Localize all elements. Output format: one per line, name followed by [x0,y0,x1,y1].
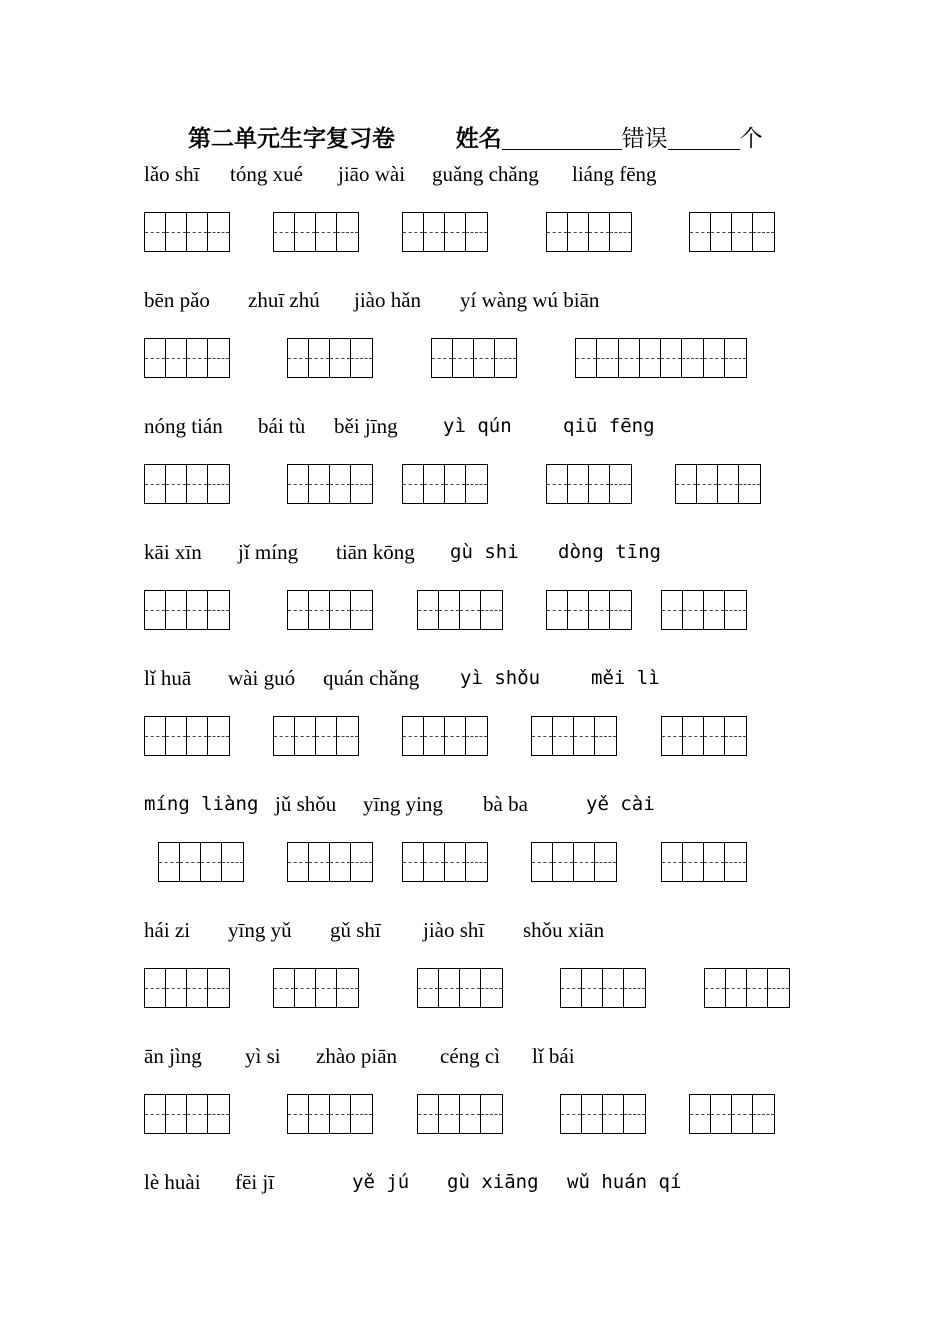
pinyin-word: yīng ying [363,792,443,816]
writing-cell[interactable] [145,591,166,629]
pinyin-word: yí wàng wú biān [460,288,600,312]
writing-cell[interactable] [574,717,595,755]
writing-cell[interactable] [187,465,208,503]
writing-cell[interactable] [453,339,474,377]
writing-cell[interactable] [547,465,568,503]
writing-cell[interactable] [208,591,229,629]
writing-cell[interactable] [574,843,595,881]
writing-cell[interactable] [288,843,309,881]
pinyin-word: jiào hǎn [354,288,422,312]
writing-box[interactable] [560,1094,646,1134]
writing-cell[interactable] [418,1095,439,1133]
writing-box-row [0,716,950,758]
writing-cell[interactable] [460,591,481,629]
writing-box[interactable] [158,842,244,882]
writing-cell[interactable] [619,339,640,377]
writing-cell[interactable] [697,465,718,503]
writing-cell[interactable] [330,1095,351,1133]
pinyin-word: tóng xué [230,162,303,186]
pinyin-word: nóng tián [144,414,223,438]
pinyin-row [0,286,950,318]
writing-box[interactable] [144,716,230,756]
writing-box[interactable] [273,212,359,252]
writing-cell[interactable] [288,339,309,377]
writing-cell[interactable] [418,591,439,629]
writing-cell[interactable] [711,213,732,251]
writing-box[interactable] [144,464,230,504]
writing-box-row [0,464,950,506]
writing-box[interactable] [144,968,230,1008]
writing-cell[interactable] [208,213,229,251]
pinyin-word: qiū fēng [563,415,655,437]
writing-cell[interactable] [208,1095,229,1133]
writing-box[interactable] [575,338,747,378]
pinyin-row [0,538,950,570]
writing-cell[interactable] [166,1095,187,1133]
writing-cell[interactable] [466,213,487,251]
writing-box[interactable] [287,842,373,882]
writing-cell[interactable] [330,339,351,377]
writing-box-row [0,842,950,884]
pinyin-word: míng liàng [144,793,259,815]
pinyin-word: quán chǎng [323,666,420,690]
pinyin-row [0,916,950,948]
writing-cell[interactable] [166,591,187,629]
writing-cell[interactable] [732,1095,753,1133]
writing-cell[interactable] [711,1095,732,1133]
pinyin-word: dòng tīng [558,541,661,563]
worksheet-title: 第二单元生字复习卷 [188,126,395,152]
writing-box[interactable] [144,338,230,378]
writing-box[interactable] [402,212,488,252]
writing-cell[interactable] [309,339,330,377]
writing-cell[interactable] [460,1095,481,1133]
pinyin-word: gù xiāng [447,1171,539,1193]
writing-cell[interactable] [145,465,166,503]
writing-cell[interactable] [187,717,208,755]
pinyin-row [0,412,950,444]
writing-cell[interactable] [201,843,222,881]
writing-cell[interactable] [403,843,424,881]
writing-box[interactable] [661,842,747,882]
worksheet-header [188,120,763,153]
pinyin-word: tiān kōng [336,540,415,564]
writing-box[interactable] [144,1094,230,1134]
writing-cell[interactable] [145,213,166,251]
writing-cell[interactable] [466,843,487,881]
writing-cell[interactable] [403,717,424,755]
pinyin-word: zhuī zhú [248,288,320,312]
writing-cell[interactable] [603,1095,624,1133]
writing-cell[interactable] [288,1095,309,1133]
writing-cell[interactable] [683,843,704,881]
writing-box[interactable] [402,716,488,756]
writing-cell[interactable] [309,465,330,503]
pinyin-word: yě jú [352,1171,410,1193]
writing-cell[interactable] [532,843,553,881]
writing-cell[interactable] [532,717,553,755]
writing-cell[interactable] [424,843,445,881]
pinyin-word: ān jìng [144,1044,202,1068]
pinyin-word: yì si [245,1044,281,1068]
writing-cell[interactable] [725,591,746,629]
pinyin-word: lǐ bái [532,1044,575,1068]
writing-cell[interactable] [403,465,424,503]
writing-cell[interactable] [208,717,229,755]
writing-cell[interactable] [330,591,351,629]
writing-cell[interactable] [274,969,295,1007]
writing-box-row [0,338,950,380]
writing-box[interactable] [546,590,632,630]
writing-cell[interactable] [295,213,316,251]
writing-box[interactable] [675,464,761,504]
writing-box[interactable] [417,1094,503,1134]
pinyin-word: yīng yǔ [228,918,292,942]
writing-cell[interactable] [582,969,603,1007]
writing-cell[interactable] [145,717,166,755]
writing-cell[interactable] [561,969,582,1007]
writing-box[interactable] [546,464,632,504]
writing-cell[interactable] [568,213,589,251]
writing-cell[interactable] [603,969,624,1007]
writing-cell[interactable] [589,465,610,503]
writing-cell[interactable] [753,213,774,251]
writing-cell[interactable] [704,339,725,377]
writing-cell[interactable] [208,465,229,503]
pinyin-word: měi lì [591,667,660,689]
writing-cell[interactable] [683,591,704,629]
writing-cell[interactable] [316,717,337,755]
writing-box-row [0,1094,950,1136]
writing-cell[interactable] [187,969,208,1007]
writing-cell[interactable] [316,969,337,1007]
writing-box[interactable] [560,968,646,1008]
writing-cell[interactable] [439,1095,460,1133]
writing-cell[interactable] [725,339,746,377]
writing-cell[interactable] [460,969,481,1007]
writing-cell[interactable] [682,339,703,377]
pinyin-word: jiāo wài [338,162,406,186]
writing-box[interactable] [689,1094,775,1134]
writing-box[interactable] [531,716,617,756]
writing-cell[interactable] [330,843,351,881]
writing-cell[interactable] [187,591,208,629]
writing-cell[interactable] [330,465,351,503]
writing-cell[interactable] [159,843,180,881]
writing-box[interactable] [531,842,617,882]
pinyin-word: jǐ míng [238,540,299,564]
pinyin-word: yì shǒu [460,667,541,689]
writing-cell[interactable] [145,1095,166,1133]
pinyin-row [0,1042,950,1074]
writing-cell[interactable] [640,339,661,377]
writing-cell[interactable] [704,591,725,629]
writing-cell[interactable] [768,969,789,1007]
writing-cell[interactable] [166,969,187,1007]
pinyin-row [0,160,950,192]
writing-cell[interactable] [610,591,631,629]
writing-cell[interactable] [624,969,645,1007]
writing-cell[interactable] [597,339,618,377]
writing-cell[interactable] [432,339,453,377]
writing-cell[interactable] [718,465,739,503]
errors-label: 错误 [621,126,668,152]
writing-cell[interactable] [725,843,746,881]
writing-cell[interactable] [547,213,568,251]
writing-cell[interactable] [582,1095,603,1133]
writing-box[interactable] [546,212,632,252]
errors-blank[interactable] [668,125,740,150]
writing-box-row [0,212,950,254]
writing-cell[interactable] [288,465,309,503]
writing-cell[interactable] [222,843,243,881]
writing-cell[interactable] [466,465,487,503]
writing-cell[interactable] [726,969,747,1007]
pinyin-word: gù shi [450,541,519,563]
writing-cell[interactable] [274,717,295,755]
writing-cell[interactable] [145,339,166,377]
pinyin-row [0,790,950,822]
pinyin-word: yì qún [443,415,512,437]
writing-cell[interactable] [662,591,683,629]
writing-cell[interactable] [466,717,487,755]
writing-cell[interactable] [589,213,610,251]
pinyin-word: běi jīng [334,414,398,438]
writing-cell[interactable] [547,591,568,629]
pinyin-word: shǒu xiān [523,918,605,942]
writing-cell[interactable] [309,1095,330,1133]
writing-cell[interactable] [610,465,631,503]
writing-cell[interactable] [690,1095,711,1133]
writing-cell[interactable] [495,339,516,377]
writing-cell[interactable] [166,717,187,755]
writing-cell[interactable] [445,465,466,503]
writing-cell[interactable] [610,213,631,251]
pinyin-word: yě cài [586,793,655,815]
writing-cell[interactable] [187,1095,208,1133]
writing-box[interactable] [417,968,503,1008]
name-blank[interactable] [502,125,622,150]
writing-cell[interactable] [690,213,711,251]
pinyin-word: kāi xīn [144,540,202,564]
writing-cell[interactable] [662,843,683,881]
writing-cell[interactable] [351,843,372,881]
pinyin-word: hái zi [144,918,191,942]
writing-cell[interactable] [145,969,166,1007]
writing-box[interactable] [661,590,747,630]
pinyin-word: zhào piān [316,1044,398,1068]
writing-cell[interactable] [337,213,358,251]
pinyin-word: lè huài [144,1170,201,1194]
pinyin-word: bái tù [258,414,306,438]
writing-box[interactable] [287,1094,373,1134]
writing-box[interactable] [402,842,488,882]
writing-cell[interactable] [661,339,682,377]
writing-box[interactable] [417,590,503,630]
writing-cell[interactable] [704,843,725,881]
writing-cell[interactable] [481,1095,502,1133]
writing-cell[interactable] [561,1095,582,1133]
writing-cell[interactable] [288,591,309,629]
writing-cell[interactable] [208,969,229,1007]
writing-cell[interactable] [166,339,187,377]
writing-cell[interactable] [624,1095,645,1133]
writing-cell[interactable] [403,213,424,251]
writing-cell[interactable] [309,591,330,629]
writing-cell[interactable] [309,843,330,881]
pinyin-word: liáng fēng [572,162,657,186]
pinyin-word: lǎo shī [144,162,200,186]
pinyin-word: jǔ shǒu [275,792,337,816]
name-label: 姓名 [455,126,502,152]
writing-box[interactable] [273,968,359,1008]
writing-cell[interactable] [180,843,201,881]
writing-cell[interactable] [424,717,445,755]
writing-cell[interactable] [445,213,466,251]
writing-cell[interactable] [576,339,597,377]
pinyin-word: bà ba [483,792,528,816]
writing-cell[interactable] [166,465,187,503]
writing-cell[interactable] [295,717,316,755]
writing-cell[interactable] [351,465,372,503]
writing-box[interactable] [144,590,230,630]
writing-cell[interactable] [295,969,316,1007]
writing-cell[interactable] [481,591,502,629]
writing-cell[interactable] [445,843,466,881]
writing-cell[interactable] [683,717,704,755]
writing-box[interactable] [402,464,488,504]
writing-cell[interactable] [553,843,574,881]
writing-cell[interactable] [337,717,358,755]
writing-cell[interactable] [589,591,610,629]
writing-box[interactable] [287,464,373,504]
unit-label: 个 [739,126,763,152]
writing-cell[interactable] [166,213,187,251]
writing-cell[interactable] [351,339,372,377]
writing-box[interactable] [287,590,373,630]
writing-cell[interactable] [753,1095,774,1133]
writing-cell[interactable] [337,969,358,1007]
writing-cell[interactable] [747,969,768,1007]
writing-cell[interactable] [439,591,460,629]
writing-cell[interactable] [676,465,697,503]
pinyin-word: wǔ huán qí [567,1171,682,1193]
writing-cell[interactable] [568,591,589,629]
writing-box[interactable] [431,338,517,378]
pinyin-word: bēn pǎo [144,288,210,312]
writing-box[interactable] [689,212,775,252]
writing-cell[interactable] [316,213,337,251]
writing-cell[interactable] [418,969,439,1007]
writing-cell[interactable] [439,969,460,1007]
writing-cell[interactable] [568,465,589,503]
writing-box-row [0,968,950,1010]
writing-cell[interactable] [424,213,445,251]
writing-cell[interactable] [725,717,746,755]
writing-cell[interactable] [595,843,616,881]
writing-cell[interactable] [595,717,616,755]
pinyin-word: guǎng chǎng [432,162,539,186]
pinyin-word: wài guó [228,666,296,690]
pinyin-word: fēi jī [235,1170,275,1194]
pinyin-word: lǐ huā [144,666,192,690]
writing-cell[interactable] [187,213,208,251]
writing-box[interactable] [287,338,373,378]
writing-cell[interactable] [351,591,372,629]
writing-box[interactable] [704,968,790,1008]
pinyin-word: jiào shī [423,918,485,942]
writing-cell[interactable] [662,717,683,755]
writing-box[interactable] [273,716,359,756]
writing-cell[interactable] [208,339,229,377]
writing-cell[interactable] [739,465,760,503]
pinyin-word: gǔ shī [330,918,381,942]
writing-box[interactable] [144,212,230,252]
writing-cell[interactable] [187,339,208,377]
writing-cell[interactable] [474,339,495,377]
writing-cell[interactable] [705,969,726,1007]
writing-box[interactable] [661,716,747,756]
writing-cell[interactable] [704,717,725,755]
pinyin-row [0,1168,950,1200]
writing-cell[interactable] [351,1095,372,1133]
writing-cell[interactable] [445,717,466,755]
writing-cell[interactable] [424,465,445,503]
writing-cell[interactable] [732,213,753,251]
writing-cell[interactable] [481,969,502,1007]
writing-box-row [0,590,950,632]
writing-cell[interactable] [274,213,295,251]
pinyin-row [0,664,950,696]
writing-cell[interactable] [553,717,574,755]
pinyin-word: céng cì [440,1044,501,1068]
